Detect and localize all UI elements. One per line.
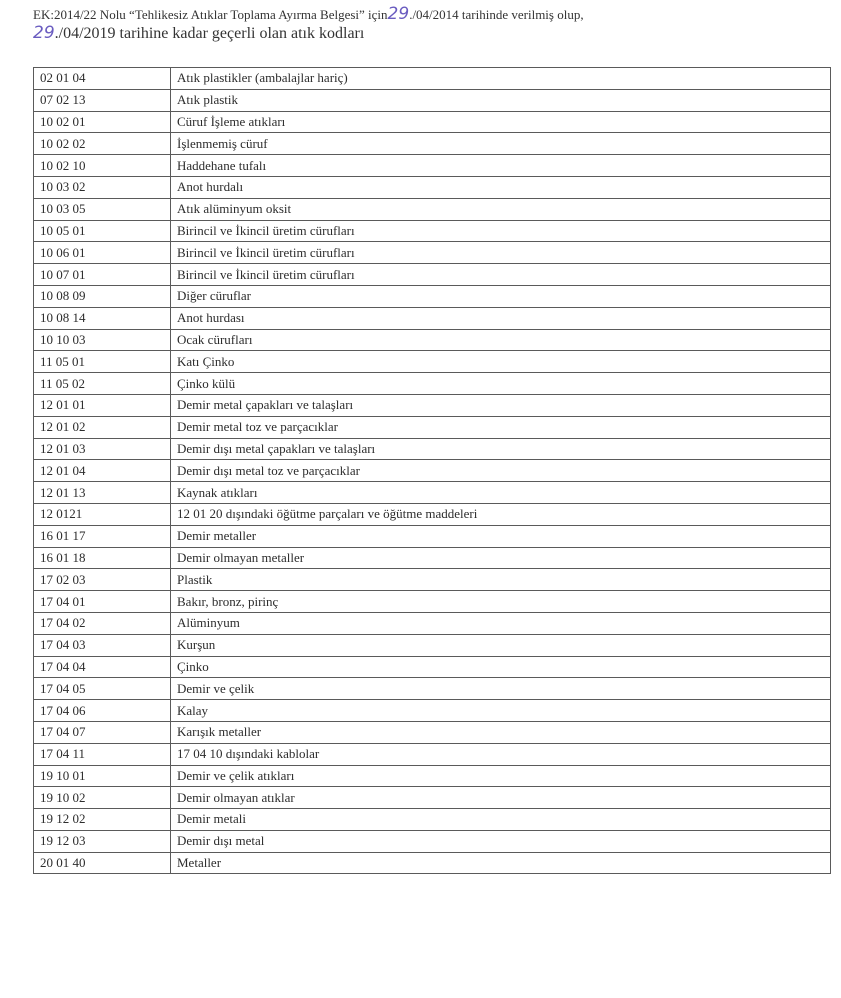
waste-code-cell: 19 10 02	[34, 787, 171, 809]
waste-description-cell: Kaynak atıkları	[171, 482, 831, 504]
waste-description-cell: Demir olmayan atıklar	[171, 787, 831, 809]
waste-description-cell: Ocak cürufları	[171, 329, 831, 351]
waste-code-cell: 17 02 03	[34, 569, 171, 591]
waste-description-cell: Birincil ve İkincil üretim cürufları	[171, 220, 831, 242]
table-row	[34, 307, 831, 329]
table-row	[34, 525, 831, 547]
waste-description-cell: Cüruf İşleme atıkları	[171, 111, 831, 133]
waste-code-cell: 16 01 17	[34, 525, 171, 547]
waste-code-cell: 19 12 03	[34, 830, 171, 852]
waste-description-cell: Kalay	[171, 700, 831, 722]
table-row	[34, 242, 831, 264]
table-row	[34, 503, 831, 525]
table-row	[34, 765, 831, 787]
table-row	[34, 700, 831, 722]
waste-description-cell: Karışık metaller	[171, 721, 831, 743]
waste-code-cell: 17 04 03	[34, 634, 171, 656]
waste-description-cell: Atık plastik	[171, 89, 831, 111]
table-row	[34, 787, 831, 809]
header-line-2	[33, 25, 823, 42]
waste-code-cell: 16 01 18	[34, 547, 171, 569]
waste-code-cell: 17 04 04	[34, 656, 171, 678]
waste-description-cell: Çinko	[171, 656, 831, 678]
waste-description-cell: Haddehane tufalı	[171, 155, 831, 177]
waste-code-cell: 12 01 02	[34, 416, 171, 438]
table-row	[34, 482, 831, 504]
waste-code-cell: 10 03 02	[34, 176, 171, 198]
waste-code-cell: 11 05 01	[34, 351, 171, 373]
waste-description-cell: Demir olmayan metaller	[171, 547, 831, 569]
waste-code-cell: 20 01 40	[34, 852, 171, 874]
table-row	[34, 68, 831, 90]
table-row	[34, 809, 831, 831]
waste-description-cell: Demir dışı metal	[171, 830, 831, 852]
waste-code-cell: 12 01 13	[34, 482, 171, 504]
document-header	[33, 6, 823, 42]
table-row	[34, 133, 831, 155]
table-row	[34, 394, 831, 416]
waste-code-cell: 12 01 03	[34, 438, 171, 460]
waste-description-cell: Atık plastikler (ambalajlar hariç)	[171, 68, 831, 90]
waste-description-cell: Plastik	[171, 569, 831, 591]
waste-code-cell: 10 10 03	[34, 329, 171, 351]
waste-code-cell: 10 06 01	[34, 242, 171, 264]
waste-description-cell: 12 01 20 dışındaki öğütme parçaları ve öğütme maddeleri	[171, 503, 831, 525]
waste-code-cell: 11 05 02	[34, 373, 171, 395]
waste-code-cell: 17 04 01	[34, 591, 171, 613]
waste-code-cell: 12 01 04	[34, 460, 171, 482]
waste-code-cell: 19 10 01	[34, 765, 171, 787]
table-row	[34, 264, 831, 286]
waste-code-cell: 19 12 02	[34, 809, 171, 831]
waste-description-cell: 17 04 10 dışındaki kablolar	[171, 743, 831, 765]
table-row	[34, 155, 831, 177]
waste-description-cell: Demir ve çelik	[171, 678, 831, 700]
waste-description-cell: Atık alüminyum oksit	[171, 198, 831, 220]
table-row	[34, 612, 831, 634]
waste-description-cell: Demir metaller	[171, 525, 831, 547]
waste-description-cell: Kurşun	[171, 634, 831, 656]
header-line-1	[33, 6, 823, 23]
table-row	[34, 591, 831, 613]
table-row	[34, 460, 831, 482]
table-row	[34, 678, 831, 700]
header-line-2-suffix: ./04/2019 tarihine kadar geçerli olan atık kodları	[54, 25, 365, 42]
table-row	[34, 852, 831, 874]
header-line-1-suffix: ./04/2014 tarihinde verilmiş olup,	[409, 7, 584, 22]
waste-code-cell: 12 01 01	[34, 394, 171, 416]
waste-code-cell: 10 08 09	[34, 285, 171, 307]
waste-description-cell: Demir dışı metal toz ve parçacıklar	[171, 460, 831, 482]
table-row	[34, 220, 831, 242]
table-row	[34, 329, 831, 351]
handwritten-day-1: 29	[387, 4, 410, 24]
waste-code-cell: 10 05 01	[34, 220, 171, 242]
table-row	[34, 721, 831, 743]
waste-code-cell: 10 07 01	[34, 264, 171, 286]
table-row	[34, 547, 831, 569]
table-row	[34, 743, 831, 765]
table-row	[34, 634, 831, 656]
table-row	[34, 111, 831, 133]
table-row	[34, 830, 831, 852]
table-row	[34, 373, 831, 395]
waste-code-cell: 10 02 02	[34, 133, 171, 155]
waste-description-cell: Demir metal toz ve parçacıklar	[171, 416, 831, 438]
table-row	[34, 198, 831, 220]
table-row	[34, 351, 831, 373]
table-row	[34, 176, 831, 198]
waste-code-cell: 17 04 07	[34, 721, 171, 743]
handwritten-day-2: 29	[33, 23, 55, 43]
waste-code-cell: 10 03 05	[34, 198, 171, 220]
waste-description-cell: Anot hurdası	[171, 307, 831, 329]
table-row	[34, 89, 831, 111]
waste-description-cell: İşlenmemiş cüruf	[171, 133, 831, 155]
waste-description-cell: Anot hurdalı	[171, 176, 831, 198]
waste-code-cell: 12 0121	[34, 503, 171, 525]
waste-code-table-body	[34, 68, 831, 874]
waste-code-cell: 17 04 05	[34, 678, 171, 700]
waste-code-cell: 17 04 02	[34, 612, 171, 634]
waste-description-cell: Demir ve çelik atıkları	[171, 765, 831, 787]
waste-code-cell: 17 04 11	[34, 743, 171, 765]
table-row	[34, 569, 831, 591]
waste-description-cell: Demir dışı metal çapakları ve talaşları	[171, 438, 831, 460]
waste-description-cell: Bakır, bronz, pirinç	[171, 591, 831, 613]
waste-code-cell: 07 02 13	[34, 89, 171, 111]
waste-code-cell: 10 08 14	[34, 307, 171, 329]
header-line-1-prefix: EK:2014/22 Nolu “Tehlikesiz Atıklar Toplama Ayırma Belgesi” için	[33, 7, 388, 22]
waste-description-cell: Katı Çinko	[171, 351, 831, 373]
waste-description-cell: Demir metal çapakları ve talaşları	[171, 394, 831, 416]
table-row	[34, 656, 831, 678]
table-row	[34, 285, 831, 307]
waste-code-cell: 10 02 01	[34, 111, 171, 133]
waste-description-cell: Birincil ve İkincil üretim cürufları	[171, 242, 831, 264]
waste-description-cell: Metaller	[171, 852, 831, 874]
waste-description-cell: Çinko külü	[171, 373, 831, 395]
waste-description-cell: Birincil ve İkincil üretim cürufları	[171, 264, 831, 286]
waste-description-cell: Diğer cüruflar	[171, 285, 831, 307]
waste-code-cell: 17 04 06	[34, 700, 171, 722]
table-row	[34, 416, 831, 438]
waste-code-cell: 10 02 10	[34, 155, 171, 177]
waste-code-cell: 02 01 04	[34, 68, 171, 90]
waste-code-table	[33, 67, 831, 874]
table-row	[34, 438, 831, 460]
waste-description-cell: Alüminyum	[171, 612, 831, 634]
waste-description-cell: Demir metali	[171, 809, 831, 831]
